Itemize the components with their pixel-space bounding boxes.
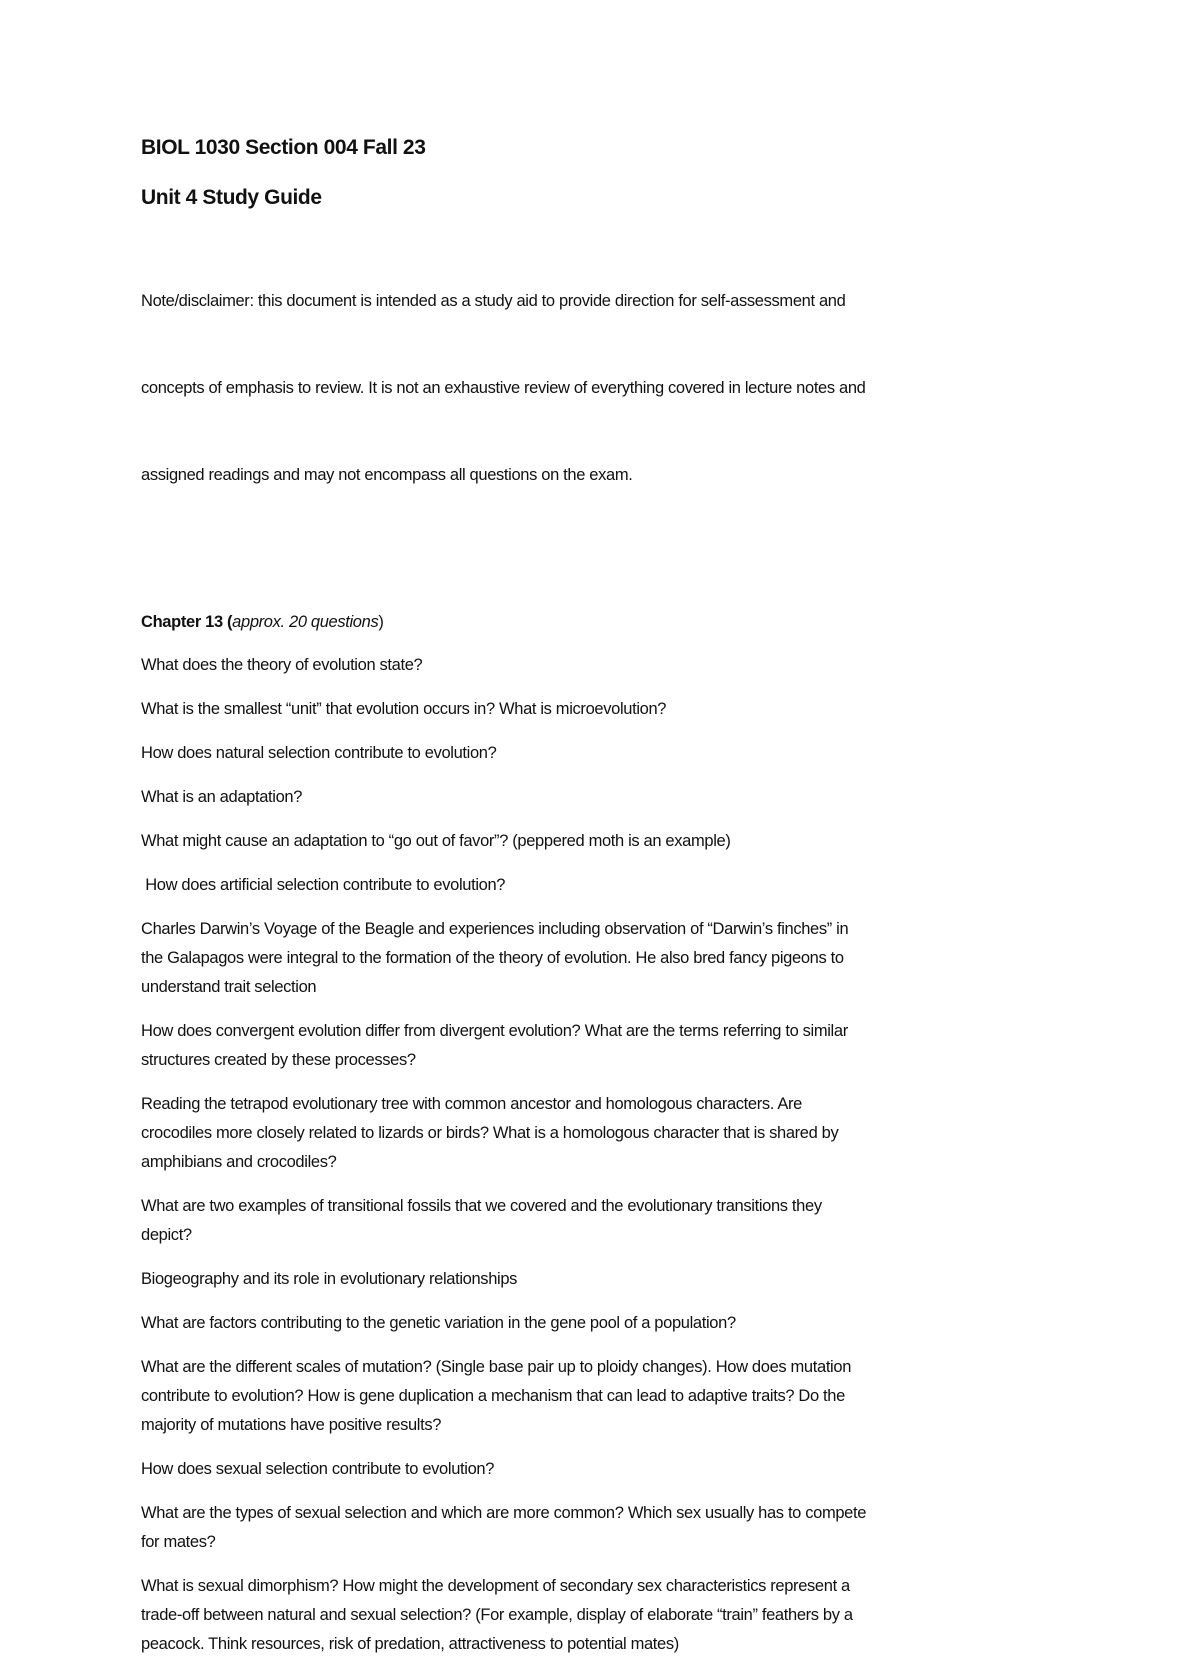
question-line: What might cause an adaptation to “go out of favor”? (peppered moth is an example) xyxy=(141,832,731,850)
study-question xyxy=(141,1353,1081,1440)
question-line: What are the different scales of mutation? (Single base pair up to ploidy changes). How does mutation xyxy=(141,1358,852,1376)
question-line: Reading the tetrapod evolutionary tree with common ancestor and homologous characters. Are xyxy=(141,1095,802,1113)
question-list xyxy=(141,651,1081,1659)
question-line: How does convergent evolution differ from divergent evolution? What are the terms referring to similar xyxy=(141,1022,848,1040)
note-line: assigned readings and may not encompass all questions on the exam. xyxy=(141,466,633,484)
study-question xyxy=(141,1265,1081,1294)
question-line: What does the theory of evolution state? xyxy=(141,656,423,674)
question-line: What is the smallest “unit” that evolution occurs in? What is microevolution? xyxy=(141,700,667,718)
question-line: What are the types of sexual selection and which are more common? Which sex usually has to compete xyxy=(141,1504,867,1522)
question-line: depict? xyxy=(141,1226,192,1244)
chapter-heading xyxy=(141,608,1081,637)
study-question xyxy=(141,651,1081,680)
question-line: How does natural selection contribute to evolution? xyxy=(141,744,497,762)
study-question xyxy=(141,1090,1081,1177)
question-line: crocodiles more closely related to lizards or birds? What is a homologous character that is shared by xyxy=(141,1124,839,1142)
study-question xyxy=(141,1309,1081,1338)
note-line: concepts of emphasis to review. It is not an exhaustive review of everything covered in lecture notes and xyxy=(141,379,866,397)
question-line: How does sexual selection contribute to evolution? xyxy=(141,1460,495,1478)
question-line: What is sexual dimorphism? How might the development of secondary sex characteristics represent a xyxy=(141,1577,850,1595)
chapter-label: Chapter 13 ( xyxy=(141,613,233,631)
question-line: majority of mutations have positive results? xyxy=(141,1416,442,1434)
study-question xyxy=(141,871,1081,900)
study-question xyxy=(141,827,1081,856)
study-question xyxy=(141,739,1081,768)
document-subtitle: Unit 4 Study Guide xyxy=(141,186,322,209)
question-line: trade-off between natural and sexual selection? (For example, display of elaborate “train” feathers by a xyxy=(141,1606,853,1624)
question-line: What are factors contributing to the genetic variation in the gene pool of a population? xyxy=(141,1314,736,1332)
study-question xyxy=(141,915,1081,1002)
question-line: Charles Darwin’s Voyage of the Beagle and experiences including observation of “Darwin’s finches” in xyxy=(141,920,849,938)
question-line: What are two examples of transitional fossils that we covered and the evolutionary transitions they xyxy=(141,1197,822,1215)
study-question xyxy=(141,1455,1081,1484)
study-question xyxy=(141,1572,1081,1659)
document-title: BIOL 1030 Section 004 Fall 23 xyxy=(141,136,426,159)
disclaimer-note xyxy=(141,229,1081,548)
study-question xyxy=(141,1017,1081,1075)
study-question xyxy=(141,695,1081,724)
question-line: contribute to evolution? How is gene duplication a mechanism that can lead to adaptive traits? Do the xyxy=(141,1387,845,1405)
study-question xyxy=(141,1499,1081,1557)
question-line: What is an adaptation? xyxy=(141,788,303,806)
question-line: How does artificial selection contribute to evolution? xyxy=(141,876,506,894)
question-line: the Galapagos were integral to the formation of the theory of evolution. He also bred fancy pigeons to xyxy=(141,949,844,967)
question-line: Biogeography and its role in evolutionary relationships xyxy=(141,1270,518,1288)
question-line: for mates? xyxy=(141,1533,216,1551)
question-line: amphibians and crocodiles? xyxy=(141,1153,337,1171)
note-line: Note/disclaimer: this document is intended as a study aid to provide direction for self-assessment and xyxy=(141,292,846,310)
question-line: structures created by these processes? xyxy=(141,1051,416,1069)
study-question xyxy=(141,1192,1081,1250)
question-line: understand trait selection xyxy=(141,978,317,996)
chapter-close-paren: ) xyxy=(378,613,384,631)
question-line: peacock. Think resources, risk of predation, attractiveness to potential mates) xyxy=(141,1635,679,1653)
chapter-question-count: approx. 20 questions xyxy=(232,613,379,631)
study-question xyxy=(141,783,1081,812)
document-page xyxy=(141,133,1081,1674)
